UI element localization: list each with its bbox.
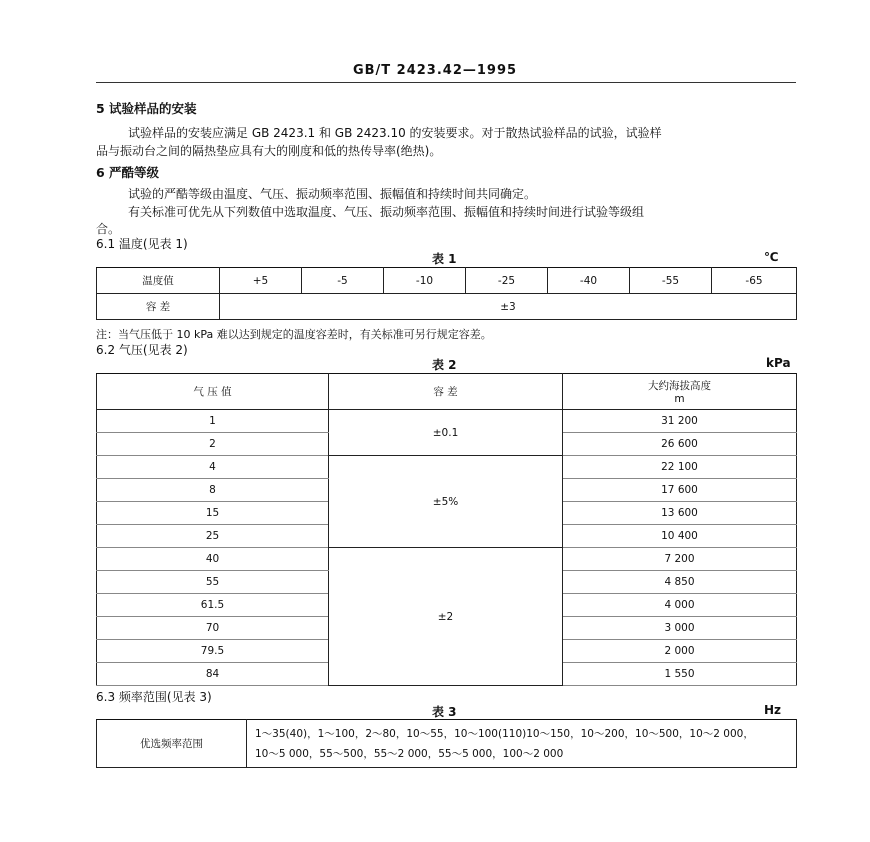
table-2 <box>96 373 797 686</box>
table-2-tolerance-cell: ±5% <box>329 456 563 548</box>
table-1-unit: ℃ <box>764 250 779 264</box>
table-1-row-label-tolerance: 容 差 <box>97 294 220 320</box>
table-2-altitude-cell: 7 200 <box>563 548 797 571</box>
table-3 <box>96 719 797 768</box>
table-1-tolerance-cell: ±3 <box>220 294 797 320</box>
section-6-title: 6 严酷等级 <box>96 165 160 180</box>
table-2-altitude-cell: 26 600 <box>563 433 797 456</box>
table-1 <box>96 267 797 320</box>
table-1-cell: -55 <box>630 268 712 294</box>
table-1-note: 注：当气压低于 10 kPa 难以达到规定的温度容差时，有关标准可另行规定容差。 <box>96 328 492 341</box>
section-6-line-3: 合。 <box>96 222 121 236</box>
table-2-pressure-cell: 79.5 <box>97 640 329 663</box>
section-5-title: 5 试验样品的安装 <box>96 101 197 116</box>
table-2-pressure-cell: 15 <box>97 502 329 525</box>
table-1-cell: +5 <box>220 268 302 294</box>
table-2-pressure-cell: 2 <box>97 433 329 456</box>
table-1-cell: -40 <box>548 268 630 294</box>
table-2-altitude-cell: 2 000 <box>563 640 797 663</box>
table-2-pressure-cell: 8 <box>97 479 329 502</box>
table-3-values <box>247 720 797 768</box>
subsection-6-2-title: 6.2 气压(见表 2) <box>96 343 188 357</box>
table-2-header-pressure: 气 压 值 <box>97 374 329 410</box>
table-2-tolerance-cell: ±0.1 <box>329 410 563 456</box>
table-2-altitude-cell: 4 850 <box>563 571 797 594</box>
table-2-pressure-cell: 25 <box>97 525 329 548</box>
table-3-caption: 表 3 <box>432 705 457 719</box>
table-2-altitude-cell: 22 100 <box>563 456 797 479</box>
table-2-header-tolerance: 容 差 <box>329 374 563 410</box>
table-2-pressure-cell: 84 <box>97 663 329 686</box>
table-2-pressure-cell: 70 <box>97 617 329 640</box>
document-header: GB/T 2423.42—1995 <box>352 63 518 78</box>
header-rule <box>96 82 796 83</box>
table-1-caption: 表 1 <box>432 252 457 266</box>
table-3-label: 优选频率范围 <box>97 720 247 768</box>
table-2-altitude-cell: 1 550 <box>563 663 797 686</box>
subsection-6-1-title: 6.1 温度(见表 1) <box>96 237 188 251</box>
table-2-tolerance-cell: ±2 <box>329 548 563 686</box>
table-2-pressure-cell: 4 <box>97 456 329 479</box>
table-1-row-label-temperature: 温度值 <box>97 268 220 294</box>
section-5-line-2: 品与振动台之间的隔热垫应具有大的刚度和低的热传导率(绝热)。 <box>96 144 442 158</box>
table-3-values-line-1: 1～35(40)，1～100，2～80，10～55，10～100(110)10～150，10～200，10～500，10～2 000， <box>255 727 754 740</box>
table-1-cell: -5 <box>302 268 384 294</box>
table-2-altitude-cell: 17 600 <box>563 479 797 502</box>
table-3-unit: Hz <box>764 703 782 717</box>
table-2-pressure-cell: 40 <box>97 548 329 571</box>
section-5-line-1: 试验样品的安装应满足 GB 2423.1 和 GB 2423.10 的安装要求。对于散热试验样品的试验，试验样 <box>128 126 662 140</box>
table-2-header-altitude-label: 大约海拔高度 <box>648 380 711 392</box>
section-6-line-2: 有关标准可优先从下列数值中选取温度、气压、振动频率范围、振幅值和持续时间进行试验等级组 <box>128 205 645 219</box>
table-2-pressure-cell: 55 <box>97 571 329 594</box>
table-2-altitude-cell: 4 000 <box>563 594 797 617</box>
table-2-pressure-cell: 61.5 <box>97 594 329 617</box>
table-2-caption: 表 2 <box>432 358 457 372</box>
section-6-line-1: 试验的严酷等级由温度、气压、振动频率范围、振幅值和持续时间共同确定。 <box>128 187 537 201</box>
table-2-altitude-cell: 3 000 <box>563 617 797 640</box>
table-1-cell: -10 <box>384 268 466 294</box>
table-2-altitude-cell: 31 200 <box>563 410 797 433</box>
table-3-values-line-2: 10～5 000，55～500，55～2 000，55～5 000，100～2 000 <box>255 747 564 760</box>
table-1-cell: -65 <box>712 268 797 294</box>
table-2-pressure-cell: 1 <box>97 410 329 433</box>
table-2-altitude-cell: 10 400 <box>563 525 797 548</box>
table-2-altitude-cell: 13 600 <box>563 502 797 525</box>
table-2-header-altitude-unit: m <box>674 393 685 405</box>
subsection-6-3-title: 6.3 频率范围(见表 3) <box>96 690 212 704</box>
table-1-cell: -25 <box>466 268 548 294</box>
table-2-header-altitude <box>563 374 797 410</box>
table-2-unit: kPa <box>766 356 791 370</box>
